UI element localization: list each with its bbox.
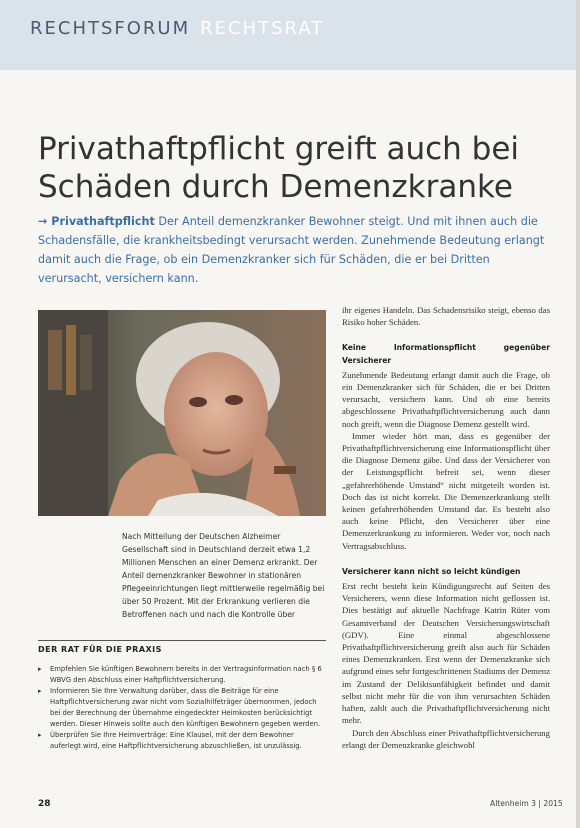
page-number: 28 (38, 799, 51, 809)
practice-tip: ▸ Überprüfen Sie Ihre Heimverträge: Eine Klausel, mit der dem Bewohner auferlegt wird, eine Haftpflichtversicherung abzuschließen, ist unzulässig. (38, 730, 326, 752)
magazine-issue: Altenheim 3 | 2015 (490, 799, 563, 808)
section-name: RECHTSFORUM (30, 18, 191, 39)
practice-tips-box (38, 640, 326, 752)
body-paragraph: Zunehmende Bedeutung erlangt damit auch die Frage, ob ein Demenzkranker sich für Schäden, die er bei Dritten verursacht, versichern kann. Und ob eine bereits abgeschlossene Privathaftpflichtversicherung auch dann noch greift, wenn die Diagnose Demenz gestellt wird. (342, 369, 550, 429)
header-band (0, 0, 576, 70)
article-lead (38, 212, 556, 288)
portrait-photo (38, 310, 326, 516)
elderly-woman-portrait-image (38, 310, 326, 516)
photo-caption (122, 530, 326, 621)
practice-tips-title: DER RAT FÜR DIE PRAXIS (38, 640, 326, 654)
subsection-name: RECHTSRAT (200, 18, 325, 39)
practice-tip: ▸ Empfehlen Sie künftigen Bewohnern bereits in der Vertragsinformation nach § 6 WBVG den Abschluss einer Haftpflichtversicherung. (38, 664, 326, 686)
subheading: Versicherer kann nicht so leicht kündigen (342, 566, 521, 576)
body-paragraph: Durch den Abschluss einer Privathaftpflichtversicherung erlangt der Demenzkranke gleichwohl (342, 727, 550, 750)
article-body-column (342, 304, 550, 751)
caption-text: Nach Mitteilung der Deutschen Alzheimer Gesellschaft sind in Deutschland derzeit etwa 1,2 Millionen Menschen an einer Demenz erkrankt. Der Anteil demenzkranker Bewohner in stationären Pflegeeinrichtungen liegt mittlerweile regelmäßig bei über 50 Prozent. Mit der Erkrankung verlieren die Betroffenen nach und nach die Kontrolle über (122, 532, 325, 619)
subheading: Keine Informationspflicht gegenüber Versicherer (342, 343, 550, 365)
body-intro: ihr eigenes Handeln. Das Schadensrisiko steigt, ebenso das Risiko hoher Schäden. (342, 305, 550, 328)
body-paragraph: Immer wieder hört man, dass es gegenüber der Privathaftpflichtversicherung eine Informationspflicht über die Diagnose Demenz gäbe. Und dass der Versicherer von der Leistungspflicht befreit sei, wenn dieser „gefahrerhöhende Umstand“ nicht mitgeteilt worden ist. Doch das ist nicht korrekt. Die Demenzerkrankung stellt keinen gefahrerhöhenden Umstand dar. Es besteht also auch keine Pflicht, den Versicherer über eine Demenzerkrankung zu informieren. Weder vor, noch nach Vertragsabschluss. (342, 430, 550, 551)
body-paragraph: Erst recht besteht kein Kündigungsrecht auf Seiten des Versicherers, wenn diese Information nicht geflossen ist. Dies bestätigt auf aktuelle Nachfrage Katrin Rüter vom Gesamtverband der Deutschen Versicherungswirtschaft (GDV). Eine einmal abgeschlossene Privathaftpflichtversicherung greift also auch für Schäden eines Demenzkranken. Erst wenn der Demenzkranke sich aufgrund eines sehr fortgeschrittenen Stadiums der Demenz im Zustand der Deliktsunfähigkeit befindet und damit selbst nicht mehr für die von ihm verursachten Schäden haften, zahlt auch die Privathaftpflichtversicherung nicht mehr. (342, 581, 550, 726)
practice-tip: ▸ Informieren Sie Ihre Verwaltung darüber, dass die Beiträge für eine Haftpflichtversicherung zwar nicht vom Sozialhilfeträger übernommen, jedoch bei der Berechnung der Übernahme eingedeckter Heimkosten berücksichtigt werden. Dieser Hinweis sollte auch den künftigen Bewohnern gegeben werden. (38, 686, 326, 730)
section-header (30, 18, 324, 39)
page-edge (576, 0, 580, 828)
lead-text: Der Anteil demenzkranker Bewohner steigt. Und mit ihnen auch die Schadensfälle, die krankheitsbedingt verursacht werden. Zunehmende Bedeutung erlangt damit auch die Frage, ob ein Demenzkranker sich für Schäden, die er bei Dritten verursacht, versichern kann. (38, 215, 545, 285)
practice-tips-list (38, 664, 326, 752)
lead-keyword: → Privathaftpflicht (38, 215, 155, 228)
article-title: Privathaftpflicht greift auch bei Schäden durch Demenzkranke (38, 131, 520, 205)
